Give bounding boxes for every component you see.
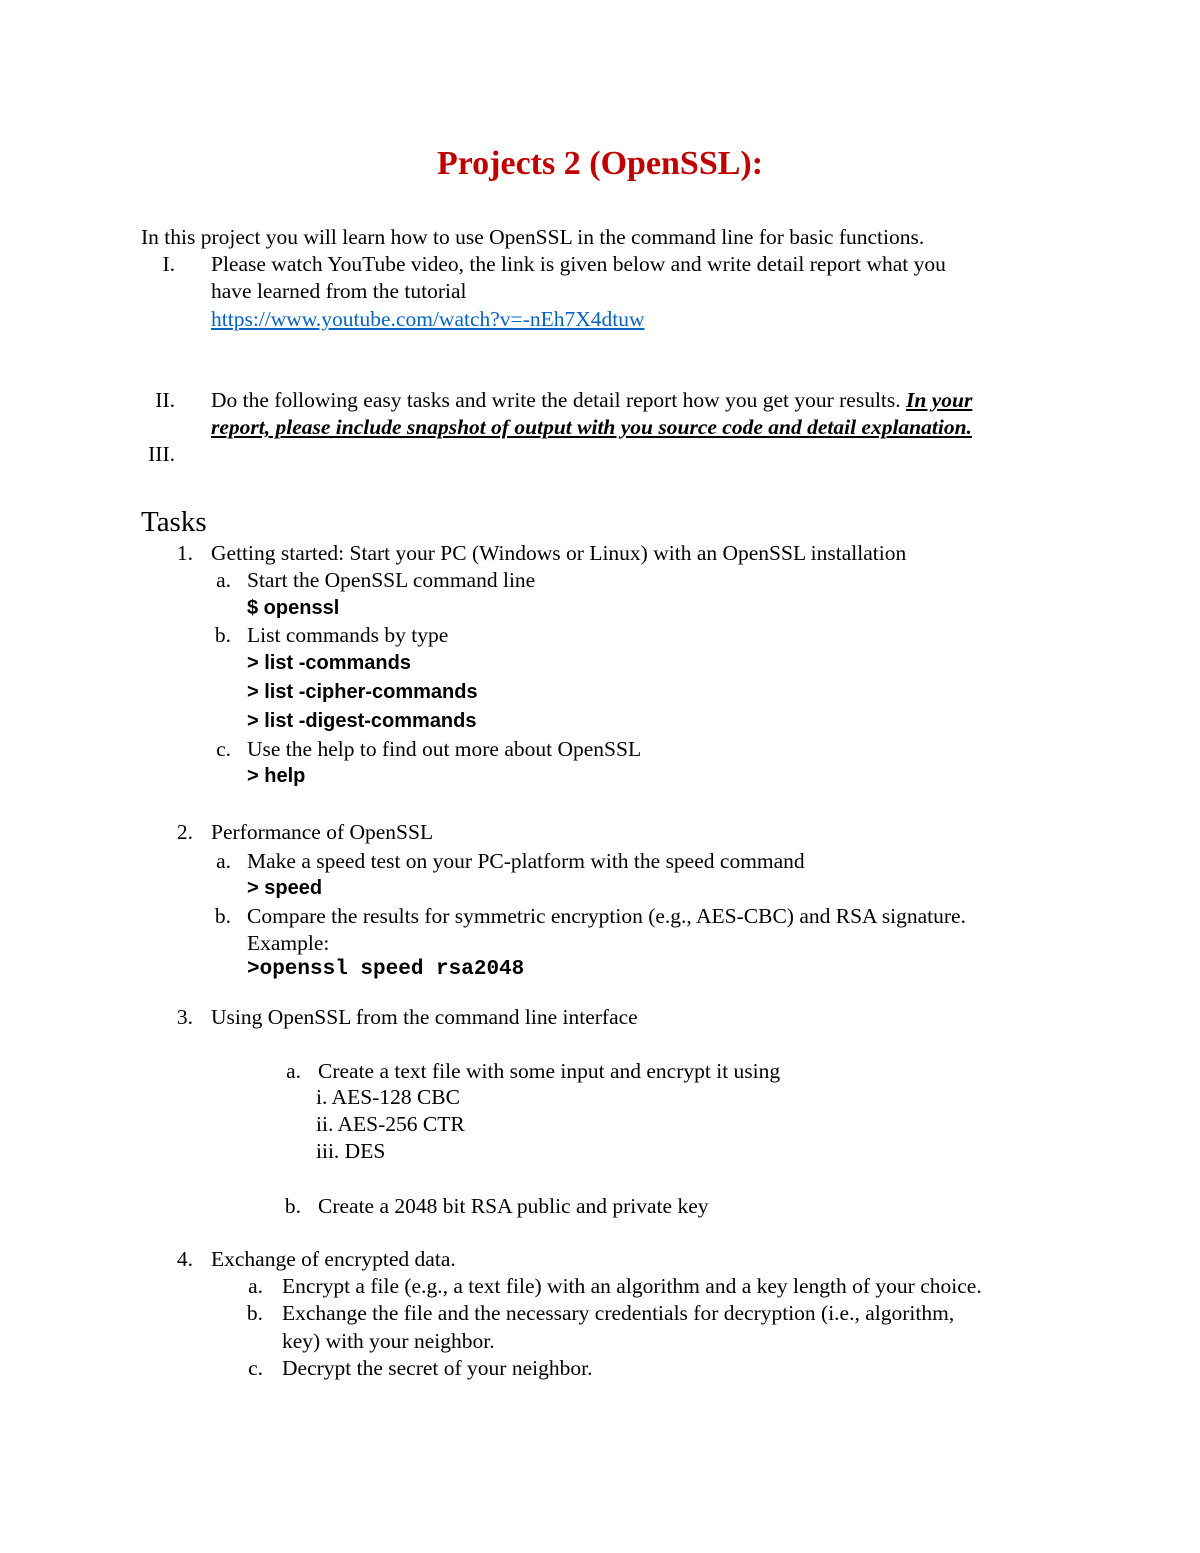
task-4-marker: 4. xyxy=(176,1247,193,1271)
task-2-marker: 2. xyxy=(176,820,193,844)
roman-item-2-emphasis-b: report, please include snapshot of output with you source code and detail explanation. xyxy=(211,415,972,439)
page-title: Projects 2 (OpenSSL): xyxy=(436,145,764,182)
task-4c-marker: c. xyxy=(248,1356,263,1380)
task-2b-example-label: Example: xyxy=(247,931,330,955)
cipher-list-item: iii. DES xyxy=(316,1139,386,1163)
task-3-marker: 3. xyxy=(176,1005,193,1029)
task-4b-marker: b. xyxy=(246,1301,263,1325)
command-list-commands: > list -commands xyxy=(247,652,411,674)
task-4a-text: Encrypt a file (e.g., a text file) with an algorithm and a key length of your choice. xyxy=(282,1274,982,1298)
task-2-text: Performance of OpenSSL xyxy=(211,820,434,844)
task-1-marker: 1. xyxy=(176,541,193,565)
roman-item-2-text: Do the following easy tasks and write the detail report how you get your results. xyxy=(211,388,901,412)
intro-paragraph: In this project you will learn how to use OpenSSL in the command line for basic functions. xyxy=(141,225,925,249)
command-openssl: $ openssl xyxy=(247,597,340,619)
task-3-text: Using OpenSSL from the command line interface xyxy=(211,1005,638,1029)
task-4a-marker: a. xyxy=(248,1274,263,1298)
task-3a-marker: a. xyxy=(286,1059,301,1083)
roman-marker-3: III. xyxy=(148,442,175,466)
tasks-heading: Tasks xyxy=(141,506,207,538)
task-4b-text: Exchange the file and the necessary credentials for decryption (i.e., algorithm, xyxy=(282,1301,955,1325)
task-4-text: Exchange of encrypted data. xyxy=(211,1247,456,1271)
roman-item-1-line2: have learned from the tutorial xyxy=(211,279,467,303)
task-1c-marker: c. xyxy=(216,737,231,761)
command-list-digest-commands: > list -digest-commands xyxy=(247,710,477,732)
task-2a-marker: a. xyxy=(216,849,231,873)
command-list-cipher-commands: > list -cipher-commands xyxy=(247,681,478,703)
task-1-text: Getting started: Start your PC (Windows or Linux) with an OpenSSL installation xyxy=(211,541,907,565)
command-speed: > speed xyxy=(247,877,323,899)
task-4b-text-cont: key) with your neighbor. xyxy=(282,1329,495,1353)
roman-item-2-emphasis-a: In your xyxy=(906,388,973,412)
task-1a-marker: a. xyxy=(216,568,231,592)
roman-item-2-line1 xyxy=(211,387,972,414)
task-1b-text: List commands by type xyxy=(247,623,449,647)
task-2a-text: Make a speed test on your PC-platform with the speed command xyxy=(247,849,805,873)
task-3a-text: Create a text file with some input and encrypt it using xyxy=(318,1059,781,1083)
command-help: > help xyxy=(247,765,306,787)
roman-marker-2: II. xyxy=(155,388,175,412)
task-2b-marker: b. xyxy=(214,904,231,928)
task-2b-text: Compare the results for symmetric encryption (e.g., AES-CBC) and RSA signature. xyxy=(247,904,966,928)
youtube-link[interactable]: https://www.youtube.com/watch?v=-nEh7X4dtuw xyxy=(211,307,645,331)
roman-item-1-line1: Please watch YouTube video, the link is given below and write detail report what you xyxy=(211,252,946,276)
task-1a-text: Start the OpenSSL command line xyxy=(247,568,536,592)
roman-marker-1: I. xyxy=(162,252,175,276)
task-1c-text: Use the help to find out more about OpenSSL xyxy=(247,737,642,761)
cipher-list-item: ii. AES-256 CTR xyxy=(316,1112,465,1136)
cipher-list-item: i. AES-128 CBC xyxy=(316,1085,460,1109)
task-3b-text: Create a 2048 bit RSA public and private key xyxy=(318,1194,709,1218)
command-openssl-speed-rsa2048: >openssl speed rsa2048 xyxy=(247,958,525,981)
task-1b-marker: b. xyxy=(214,623,231,647)
task-4c-text: Decrypt the secret of your neighbor. xyxy=(282,1356,593,1380)
task-3b-marker: b. xyxy=(284,1194,301,1218)
